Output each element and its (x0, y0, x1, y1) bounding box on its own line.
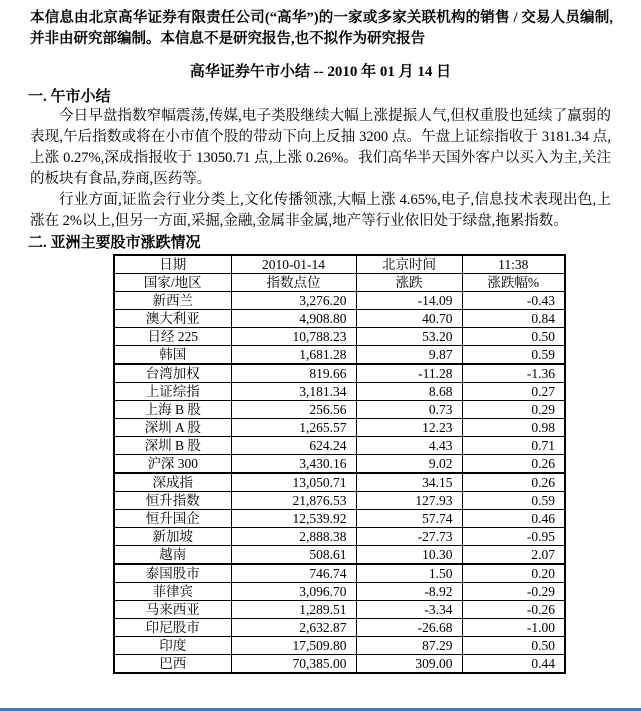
cell-region: 深圳 A 股 (114, 419, 231, 437)
cell-points: 1,681.28 (231, 346, 356, 365)
cell-pct: 0.84 (462, 310, 565, 328)
cell-region: 恒升国企 (114, 510, 231, 528)
table-row (114, 492, 565, 510)
cell-pct: 0.50 (462, 328, 565, 346)
cell-pct: 0.44 (462, 655, 565, 674)
cell-pct: 0.26 (462, 455, 565, 474)
cell-points: 3,430.16 (231, 455, 356, 474)
table-row (114, 601, 565, 619)
cell-change: 309.00 (356, 655, 462, 674)
cell-region: 韩国 (114, 346, 231, 365)
meta-date-value: 2010-01-14 (231, 255, 356, 274)
table-row (114, 437, 565, 455)
cell-points: 3,276.20 (231, 292, 356, 310)
cell-pct: 0.71 (462, 437, 565, 455)
cell-region: 澳大利亚 (114, 310, 231, 328)
cell-change: 0.73 (356, 401, 462, 419)
cell-region: 菲律宾 (114, 583, 231, 601)
table-row (114, 383, 565, 401)
cell-points: 508.61 (231, 546, 356, 565)
section1-heading: 一. 午市小结 (28, 89, 111, 105)
cell-pct: 0.29 (462, 401, 565, 419)
cell-region: 恒升指数 (114, 492, 231, 510)
cell-change: -26.68 (356, 619, 462, 637)
cell-pct: 0.20 (462, 564, 565, 583)
table-row (114, 346, 565, 365)
cell-points: 819.66 (231, 364, 356, 383)
cell-region: 印尼股市 (114, 619, 231, 637)
cell-points: 2,632.87 (231, 619, 356, 637)
cell-region: 新加坡 (114, 528, 231, 546)
cell-region: 深圳 B 股 (114, 437, 231, 455)
cell-change: 87.29 (356, 637, 462, 655)
cell-region: 上海 B 股 (114, 401, 231, 419)
cell-region: 深成指 (114, 473, 231, 492)
cell-region: 印度 (114, 637, 231, 655)
cell-change: 40.70 (356, 310, 462, 328)
cell-change: -14.09 (356, 292, 462, 310)
cell-points: 70,385.00 (231, 655, 356, 674)
table-row (114, 655, 565, 674)
cell-points: 4,908.80 (231, 310, 356, 328)
cell-points: 13,050.71 (231, 473, 356, 492)
table-row (114, 510, 565, 528)
cell-change: 9.87 (356, 346, 462, 365)
cell-region: 台湾加权 (114, 364, 231, 383)
table-row (114, 364, 565, 383)
cell-region: 马来西亚 (114, 601, 231, 619)
table-row (114, 583, 565, 601)
cell-pct: 2.07 (462, 546, 565, 565)
cell-points: 2,888.38 (231, 528, 356, 546)
cell-points: 1,265.57 (231, 419, 356, 437)
cell-change: -11.28 (356, 364, 462, 383)
cell-change: 4.43 (356, 437, 462, 455)
column-header-points: 指数点位 (231, 274, 356, 292)
cell-change: 9.02 (356, 455, 462, 474)
cell-change: 8.68 (356, 383, 462, 401)
column-header-change: 涨跌 (356, 274, 462, 292)
cell-points: 3,181.34 (231, 383, 356, 401)
table-row (114, 455, 565, 474)
cell-points: 1,289.51 (231, 601, 356, 619)
table-row (114, 401, 565, 419)
cell-points: 10,788.23 (231, 328, 356, 346)
meta-time-value: 11:38 (462, 255, 565, 274)
cell-points: 21,876.53 (231, 492, 356, 510)
table-row (114, 564, 565, 583)
meta-date-label: 日期 (114, 255, 231, 274)
table-row (114, 546, 565, 565)
disclaimer-text: 本信息由北京高华证券有限责任公司(“高华”)的一家或多家关联机构的销售 / 交易人员编制,并非由研究部编制。本信息不是研究报告,也不拟作为研究报告 (30, 10, 613, 47)
cell-change: 34.15 (356, 473, 462, 492)
table-body (114, 292, 565, 674)
cell-pct: -1.00 (462, 619, 565, 637)
cell-pct: -0.95 (462, 528, 565, 546)
cell-region: 新西兰 (114, 292, 231, 310)
cell-change: 127.93 (356, 492, 462, 510)
paragraph-market-summary: 今日早盘指数窄幅震荡,传媒,电子类股继续大幅上涨提振人气,但权重股也延续了羸弱的表现,午后指数或将在小市值个股的带动下向上反抽 3200 点。午盘上证综指收于 3181.34 点, 上涨 0.27%,深成指报收于 13050.71 点,上涨 0.26%。我们高华半天国外客户以买入为主,关注的板块有食品,券商,医药等。 (30, 108, 611, 187)
cell-pct: -0.43 (462, 292, 565, 310)
paragraph-sector-summary: 行业方面,证监会行业分类上,文化传播领涨,大幅上涨 4.65%,电子,信息技术表现出色,上涨在 2%以上,但另一方面,采掘,金融,金属非金属,地产等行业依旧处于绿盘,拖累指数。 (30, 192, 611, 229)
cell-pct: -1.36 (462, 364, 565, 383)
cell-change: -27.73 (356, 528, 462, 546)
cell-region: 沪深 300 (114, 455, 231, 474)
cell-points: 256.56 (231, 401, 356, 419)
cell-points: 746.74 (231, 564, 356, 583)
cell-change: 53.20 (356, 328, 462, 346)
section2-heading: 二. 亚洲主要股市涨跌情况 (28, 235, 201, 251)
column-header-region: 国家/地区 (114, 274, 231, 292)
cell-region: 日经 225 (114, 328, 231, 346)
cell-pct: 0.59 (462, 346, 565, 365)
cell-pct: 0.59 (462, 492, 565, 510)
page-title: 高华证券午市小结 -- 2010 年 01 月 14 日 (189, 64, 452, 80)
cell-pct: 0.26 (462, 473, 565, 492)
table-header-row (114, 274, 565, 292)
cell-region: 巴西 (114, 655, 231, 674)
cell-pct: -0.29 (462, 583, 565, 601)
table-row (114, 619, 565, 637)
cell-points: 3,096.70 (231, 583, 356, 601)
cell-region: 越南 (114, 546, 231, 565)
cell-change: 12.23 (356, 419, 462, 437)
cell-change: 57.74 (356, 510, 462, 528)
cell-region: 上证综指 (114, 383, 231, 401)
cell-pct: 0.27 (462, 383, 565, 401)
cell-pct: 0.46 (462, 510, 565, 528)
cell-pct: 0.98 (462, 419, 565, 437)
table-row (114, 328, 565, 346)
cell-region: 泰国股市 (114, 564, 231, 583)
table-row (114, 528, 565, 546)
table-meta-row (114, 255, 565, 274)
cell-pct: 0.50 (462, 637, 565, 655)
meta-time-label: 北京时间 (356, 255, 462, 274)
cell-change: 1.50 (356, 564, 462, 583)
cell-pct: -0.26 (462, 601, 565, 619)
table-row (114, 637, 565, 655)
cell-change: -8.92 (356, 583, 462, 601)
cell-points: 17,509.80 (231, 637, 356, 655)
table-row (114, 473, 565, 492)
cell-points: 12,539.92 (231, 510, 356, 528)
cell-points: 624.24 (231, 437, 356, 455)
cell-change: 10.30 (356, 546, 462, 565)
table-row (114, 292, 565, 310)
cell-change: -3.34 (356, 601, 462, 619)
column-header-pct: 涨跌幅% (462, 274, 565, 292)
table-row (114, 310, 565, 328)
asia-markets-table (113, 254, 566, 674)
table-row (114, 419, 565, 437)
